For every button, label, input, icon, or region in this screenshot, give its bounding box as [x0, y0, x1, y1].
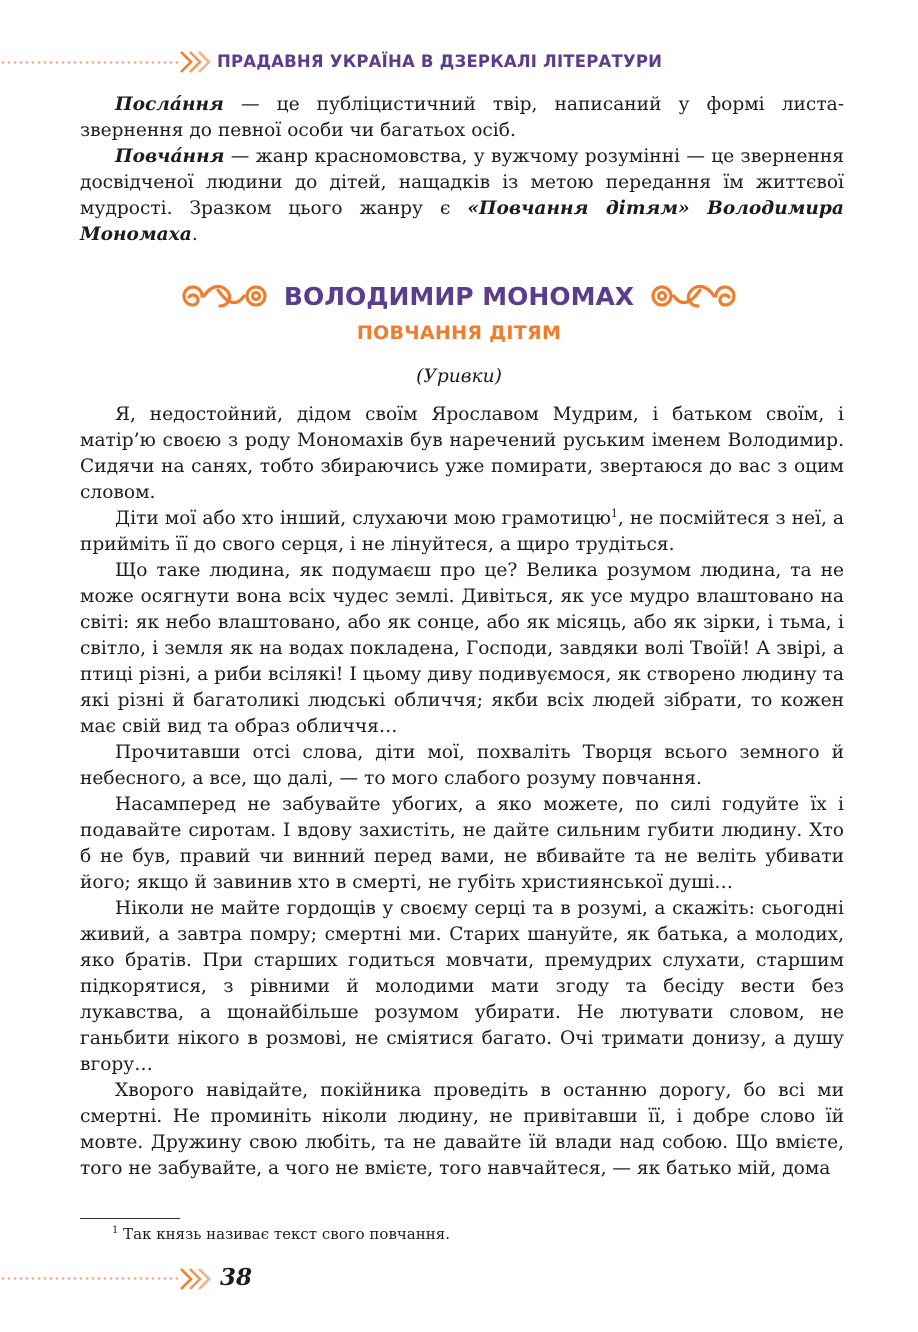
chevron-arrows-icon — [178, 48, 212, 76]
definition-poslannia — [80, 92, 844, 144]
definition-text: — це публіцистичний твір, написаний у формі листа-звернення до певної особи чи багатьох осіб. — [80, 94, 844, 141]
paragraph: Що таке людина, як подумаєш про це? Велика розумом людина, та не може осягнути вона всіх чудес землі. Дивіться, як усе мудро влаштовано на світі: як небо влаштовано, або як сонце, або як місяць, або як зірки, і тьма, і світло, і земля як на водах покладена, Господи, завдяки волі Твоїй! А звірі, а птиці різні, а риби всілякі! І цьому диву подивуємося, як створено людину та які різні й багатоликі людські обличчя; якби всіх людей зібрати, то кожен має свій вид та образ обличчя… — [80, 560, 844, 737]
main-text — [80, 402, 844, 1182]
paragraph-text: , не посмійтеся з неї, а прийміть її до свого серця, і не лінуйтеся, а щиро трудіться. — [80, 508, 844, 555]
page-footer — [0, 1264, 918, 1294]
definition-povchannia — [80, 144, 844, 248]
ornament-right-icon — [648, 278, 744, 314]
running-header — [0, 46, 918, 78]
section-title: ПРАДАВНЯ УКРАЇНА В ДЗЕРКАЛІ ЛІТЕРАТУРИ — [217, 52, 663, 71]
work-title: ПОВЧАННЯ ДІТЯМ — [356, 322, 562, 344]
author-heading — [0, 274, 918, 318]
paragraph: Хворого навідайте, покійника проведіть в останню дорогу, бо всі ми смертні. Не проминіть ніколи людину, не привітавши її, і добре слово їй мовте. Дружину свою любіть, та не давайте їй влади над собою. Що вмієте, того не забувайте, а чого не вмієте, того навчайтеся, — як батько мій, дома — [80, 1080, 844, 1179]
ornament-left-icon — [174, 278, 270, 314]
term-povchannia: Повча́ння — [115, 146, 225, 167]
footnote — [112, 1225, 450, 1243]
definition-text: — жанр красномовства, у вужчому розумінні — це звернення досвідченої людини до дітей, нащадків із метою передання їм життєвої мудрості. Зразком цього жанру є — [80, 146, 844, 219]
example-work: «Повчання дітям» Володимира Мономаха — [80, 198, 844, 245]
footnote-mark: 1 — [112, 1225, 119, 1236]
paragraph: Прочитавши отсі слова, діти мої, похваліть Творця всього земного й небесного, а все, що далі, — то мого слабого розуму повчання. — [80, 742, 844, 789]
paragraph — [80, 506, 844, 558]
excerpt-note: (Уривки) — [416, 366, 502, 387]
page-number: 38 — [220, 1264, 253, 1291]
intro-definitions — [80, 92, 844, 248]
dotted-line-decoration — [0, 1277, 180, 1280]
footnote-divider — [80, 1218, 180, 1219]
paragraph: Я, недостойний, дідом своїм Ярославом Мудрим, і батьком своїм, і матір’ю своєю з роду Мономахів був наречений руським іменем Володимир. Сидячи на санях, тобто збираючись уже помирати, звертаюся до вас з оцим словом. — [80, 404, 844, 503]
term-poslannia: Посла́ння — [115, 94, 224, 115]
paragraph-text: Діти мої або хто інший, слухаючи мою грамотицю — [115, 508, 611, 529]
dotted-line-decoration — [0, 61, 180, 64]
footnote-reference[interactable]: 1 — [610, 506, 618, 520]
footnote-text: Так князь називає текст свого повчання. — [118, 1225, 450, 1243]
paragraph: Насамперед не забувайте убогих, а яко можете, по силі годуйте їх і подавайте сиротам. І вдову захистіть, не дайте сильним губити людину. Хто б не був, правий чи винний перед вами, не вбивайте та не веліть убивати його; якщо й завинив хто в смерті, не губіть християнської душі… — [80, 794, 844, 893]
chevron-arrows-icon — [178, 1265, 212, 1293]
definition-end: . — [191, 224, 198, 245]
paragraph: Ніколи не майте гордощів у своєму серці та в розумі, а скажіть: сьогодні живий, а завтра помру; смертні ми. Старих шануйте, як батька, а молодих, яко братів. При старших годиться мовчати, премудрих слухати, старшим підкорятися, з рівними й молодими мати згоду та бесіду вести без лукавства, а щонайбільше розумом убирати. Не лютувати словом, не ганьбити нікого в розмові, не сміятися багато. Очі тримати донизу, а душу вгору… — [80, 898, 844, 1075]
author-name: ВОЛОДИМИР МОНОМАХ — [283, 281, 635, 311]
